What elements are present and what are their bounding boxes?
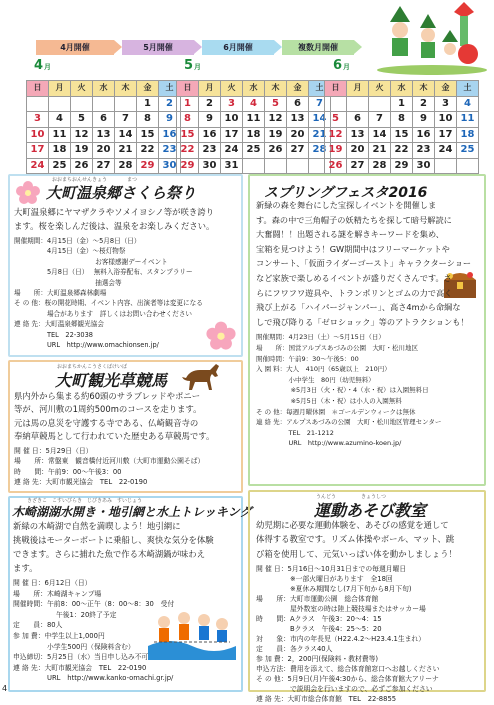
- calendar-day: 17: [221, 127, 243, 143]
- calendar-day: [115, 96, 137, 112]
- weekday-header: 月: [49, 81, 71, 97]
- exercise-title-ruby: うんどう きょうしつ: [316, 494, 387, 500]
- calendar-day: 30: [199, 158, 221, 174]
- calendar-day: 26: [265, 143, 287, 159]
- description-line: しで飛び降りる「ゼロショック」等のアトラクションも！: [256, 316, 469, 327]
- detail-line: 開 催 日：5月29日（日）: [14, 446, 93, 455]
- detail-line: で説明会を行いますので、必ずご参加ください: [256, 685, 433, 694]
- calendar-day: 25: [457, 143, 479, 159]
- detail-line: 参 加 費：2，200円(保険料・教材費等): [256, 655, 379, 664]
- calendar-day: 18: [49, 143, 71, 159]
- description-line: 大町温泉郷にヤマザクラやソメイヨシノ等が咲き誇り: [14, 207, 214, 217]
- weekday-header: 金: [435, 81, 457, 97]
- calendar-day: 10: [221, 112, 243, 128]
- detail-line: 連 絡 先：大町市総合体育館 TEL 22-8855: [256, 695, 397, 704]
- calendar-day: 27: [93, 158, 115, 174]
- calendar-day: 15: [137, 127, 159, 143]
- calendar-day: 20: [287, 127, 309, 143]
- weekday-header: 火: [221, 81, 243, 97]
- detail-line: ※一部火曜日があります 全18回: [256, 575, 393, 584]
- calendar-day: [49, 96, 71, 112]
- calendar-day: 12: [71, 127, 93, 143]
- calendar-day: 11: [49, 127, 71, 143]
- horse-icon: [180, 362, 224, 392]
- description-line: 飛び上がる「ハイパージャンパー」、高さ4mから命綱な: [256, 302, 461, 313]
- description-line: など家族で楽しめるイベントが盛りだくさんです。さ: [256, 273, 452, 283]
- calendar-day: 21: [309, 127, 331, 143]
- description-line: ます。: [13, 563, 38, 573]
- calendar-day: [93, 96, 115, 112]
- tab-multi-month: 複数月開催: [282, 40, 354, 55]
- description-line: 体得する教室です。リズム体操やボール、マット、跳: [256, 534, 455, 545]
- calendar-day: 9: [159, 112, 181, 128]
- description-line: 大奮闘！！出題される謎を解きキーワードを集め、: [256, 229, 444, 240]
- description-line: 等が、河川敷の1周約500mのコースを走ります。: [14, 404, 202, 415]
- calendar-day: 23: [413, 143, 435, 159]
- tab-june: 6月開催: [202, 40, 274, 55]
- calendar-day: 5: [71, 112, 93, 128]
- calendar-day: 29: [137, 158, 159, 174]
- weekday-header: 水: [391, 81, 413, 97]
- calendar-day: 11: [243, 112, 265, 128]
- calendar-day: 4: [243, 96, 265, 112]
- calendar-day: 17: [27, 143, 49, 159]
- detail-line: ※夏休み期間なし(7月下旬から8月下旬): [256, 585, 412, 594]
- detail-line: 開催時間：午前9：30～午後5：00: [256, 354, 359, 363]
- calendar-day: 13: [347, 127, 369, 143]
- calendar-day: [457, 158, 479, 174]
- detail-line: 定 員：80人: [13, 621, 63, 630]
- may-calendar: [176, 80, 331, 174]
- weekday-header: 火: [369, 81, 391, 97]
- calendar-day: [265, 158, 287, 174]
- calendar-day: 10: [435, 112, 457, 128]
- detail-line: 抽選会等: [14, 278, 122, 287]
- weekday-header: 火: [71, 81, 93, 97]
- calendar-day: 21: [115, 143, 137, 159]
- calendar-day: 22: [137, 143, 159, 159]
- url-link[interactable]: URL http://www.azumino-koen.jp/: [256, 439, 402, 448]
- calendar-day: 6: [93, 112, 115, 128]
- calendar-day: [243, 158, 265, 174]
- calendar-day: 8: [391, 112, 413, 128]
- description-line: 奉納草競馬として行われていた歴史ある草競馬です。: [14, 431, 215, 442]
- description-line: び箱を使用して、元気いっぱい体を動かしましょう！: [256, 548, 457, 559]
- calendar-day: 9: [199, 112, 221, 128]
- detail-line: 連 絡 先：大町市観光協会 TEL 22-0190: [13, 663, 147, 672]
- april-heading: 4月: [34, 58, 52, 73]
- calendar-day: 24: [27, 158, 49, 174]
- detail-line: 屋外数室の時は陸上競技場またはサッカー場: [256, 605, 426, 614]
- calendar-day: 9: [413, 112, 435, 128]
- calendar-day: [287, 158, 309, 174]
- calendar-day: 14: [115, 127, 137, 143]
- detail-line: 開催期間：4月23日（土）～5月15日（日）: [256, 333, 385, 342]
- calendar-day: 27: [287, 143, 309, 159]
- calendar-day: 16: [159, 127, 181, 143]
- description-line: コンサート、「仮面ライダーゴースト」キャラクターショー: [256, 258, 472, 269]
- tab-april: 4月開催: [36, 40, 114, 55]
- description-line: す。森の中で三角帽子の妖精たちを探して暗号解読に: [256, 214, 452, 225]
- weekday-header: 土: [159, 81, 181, 97]
- detail-line: ※5月3日（火・祝）・4（水・祝）は入園無料日: [256, 386, 429, 395]
- detail-line: 参 加 費：中学生以上1,000円: [13, 632, 105, 640]
- description-line: らにフワフワ遊具や、トランポリンとゴムの力で高く: [256, 287, 453, 298]
- calendar-day: 8: [137, 112, 159, 128]
- weekday-header: 水: [93, 81, 115, 97]
- detail-line: 入 園 料：大人 410円（65歳以上 210円）: [256, 365, 391, 374]
- calendar-day: 28: [115, 158, 137, 174]
- calendar-day: 1: [177, 96, 199, 112]
- calendar-day: [435, 158, 457, 174]
- detail-line: 時 間：Aクラス 午後3：20～4：15: [256, 615, 382, 624]
- calendar-day: 30: [413, 158, 435, 174]
- detail-line: ※5月5日（木・祝）は小人の入園無料: [256, 397, 402, 405]
- calendar-day: 23: [199, 143, 221, 159]
- detail-line: 小中学生 80円（幼児無料）: [256, 375, 375, 384]
- weekday-header: 木: [115, 81, 137, 97]
- detail-line: 場 所：常盤東 観音橋付近河川敷（大町市運動公園そば）: [14, 457, 205, 466]
- detail-line: 時 間：午前9：00～午後3：00: [14, 467, 122, 476]
- detail-line: 定 員：各クラス40人: [256, 645, 333, 654]
- description-line: 県内外から集まる約60頭のサラブレッドやポニー: [14, 391, 201, 401]
- may-heading: 5月: [184, 58, 202, 73]
- detail-line: 申込締切：5月25日（水）当日申し込み不可: [13, 653, 149, 662]
- calendar-day: 4: [49, 112, 71, 128]
- detail-line: 開催期間：4月15日（金）～5月8日（日）: [14, 237, 141, 245]
- detail-line: Bクラス 午後4：25～5：20: [256, 625, 382, 634]
- calendar-day: 3: [27, 112, 49, 128]
- description-line: 幼児期に必要な運動体験を、あそびの感覚を通して: [256, 520, 449, 530]
- calendar-day: 16: [413, 127, 435, 143]
- fishing-net-illustration: [148, 604, 236, 660]
- description-line: 宝箱を見つけよう！GW期間中はフリーマーケットや: [256, 243, 450, 254]
- detail-line: 連 絡 先：アルプスあづみの公園 大町・松川地区管理センター: [256, 418, 442, 427]
- calendar-day: 30: [159, 158, 181, 174]
- calendar-day: 23: [159, 143, 181, 159]
- calendar-day: 6: [347, 112, 369, 128]
- calendar-day: 24: [435, 143, 457, 159]
- detail-line: そ の 他：5月9日(月)午後4:30から、総合体育館大アリーナ: [256, 675, 439, 684]
- calendar-day: 12: [265, 112, 287, 128]
- calendar-day: 7: [309, 96, 331, 112]
- kizaki-lake-title: 木崎湖湖水開き・地引網と水上トレッキング: [12, 505, 252, 519]
- detail-line: 連 絡 先：大町温泉郷観光協会: [14, 320, 104, 329]
- tab-may: 5月開催: [122, 40, 194, 55]
- calendar-day: 19: [71, 143, 93, 159]
- calendar-day: 11: [457, 112, 479, 128]
- calendar-day: [347, 96, 369, 112]
- weekday-header: 金: [287, 81, 309, 97]
- weekday-header: 月: [347, 81, 369, 97]
- calendar-day: 1: [137, 96, 159, 112]
- calendar-day: 7: [115, 112, 137, 128]
- weekday-header: 日: [177, 81, 199, 97]
- detail-line: 対 象：市内の年長児（H22.4.2～H23.4.1生まれ）: [256, 635, 426, 644]
- calendar-day: 1: [391, 96, 413, 112]
- exercise-class-title: 運動あそび教室: [314, 501, 427, 520]
- calendar-day: [369, 96, 391, 112]
- detail-line: 連 絡 先：大町市観光協会 TEL 22-0190: [14, 478, 148, 487]
- calendar-day: 7: [369, 112, 391, 128]
- calendar-day: 27: [347, 158, 369, 174]
- calendar-day: 14: [309, 112, 331, 128]
- calendar-day: 13: [93, 127, 115, 143]
- detail-line: 場 所：大町市運動公園 総合体育館: [256, 595, 379, 604]
- calendar-day: 15: [391, 127, 413, 143]
- detail-line: 4月15日（金）～桜灯物祭: [14, 247, 126, 256]
- description-line: 挑戦後はモーターボートに乗船し、爽快な気分を体験: [13, 535, 214, 545]
- calendar-day: 22: [177, 143, 199, 159]
- calendar-day: 13: [287, 112, 309, 128]
- calendar-day: 18: [457, 127, 479, 143]
- cherry-blossom-icon: [204, 318, 238, 352]
- detail-line: 場合があります 詳しくはお問い合わせください: [14, 309, 193, 318]
- calendar-day: 12: [325, 127, 347, 143]
- calendar-day: 26: [71, 158, 93, 174]
- calendar-day: 21: [369, 143, 391, 159]
- detail-line: 申込方法：費用を添えて、総合体育館窓口へお越しください: [256, 665, 440, 674]
- detail-line: 開 催 日：6月12日（日）: [13, 579, 92, 587]
- calendar-day: 19: [325, 143, 347, 159]
- detail-line: そ の 他：毎週月曜休園 ＊ゴールデンウィークは無休: [256, 407, 416, 416]
- detail-line: 小学生500円（保険料含む）: [13, 642, 135, 651]
- calendar-day: 28: [309, 143, 331, 159]
- detail-line: 開 催 日：5月16日～10月31日までの毎週月曜日: [256, 565, 407, 574]
- calendar-day: 24: [221, 143, 243, 159]
- calendar-day: 29: [177, 158, 199, 174]
- calendar-day: 10: [27, 127, 49, 143]
- calendar-day: 2: [199, 96, 221, 112]
- detail-line: 場 所：木崎湖キャンプ場: [13, 589, 102, 598]
- sakura-title-ruby: おおまちおんせんきょう まつ: [52, 177, 138, 183]
- fairies-illustration: [372, 2, 492, 76]
- detail-line: 5月8日（日） 無料入浴券配布、スタンプラリー: [14, 268, 193, 277]
- calendar-day: 14: [369, 127, 391, 143]
- calendar-day: 5: [325, 112, 347, 128]
- description-line: 新緑の森を舞台にした宝探しイベントを開催しま: [256, 200, 437, 210]
- calendar-day: 15: [177, 127, 199, 143]
- description-line: できます。さらに捕れた魚で作る木崎湖鍋が味わえ: [13, 549, 205, 559]
- weekday-header: 木: [265, 81, 287, 97]
- detail-line: 開催時間：午前8：00～正午（8：00～8：30 受付: [13, 600, 175, 609]
- weekday-header: 月: [199, 81, 221, 97]
- calendar-day: 16: [199, 127, 221, 143]
- weekday-header: 水: [243, 81, 265, 97]
- calendar-day: [71, 96, 93, 112]
- horse-race-title-ruby: おおまちかんこうさくばけいば: [57, 364, 128, 370]
- calendar-day: 18: [243, 127, 265, 143]
- calendar-day: 28: [369, 158, 391, 174]
- calendar-day: 25: [243, 143, 265, 159]
- calendar-day: 26: [325, 158, 347, 174]
- june-heading: 6月: [333, 58, 351, 73]
- weekday-header: 金: [137, 81, 159, 97]
- calendar-day: 3: [435, 96, 457, 112]
- detail-line: そ の 他：桜の開花時期、イベント内容、出演者等は変更になる: [14, 299, 203, 308]
- horse-race-title: 大町観光草競馬: [55, 371, 168, 390]
- calendar-day: 2: [159, 96, 181, 112]
- calendar-day: 25: [49, 158, 71, 174]
- calendar-day: [27, 96, 49, 112]
- calendar-day: [325, 96, 347, 112]
- detail-line: 午後1：20終了予定: [13, 610, 117, 619]
- spring-festa-title: スプリングフェスタ2016: [264, 185, 428, 201]
- cherry-blossom-icon: [14, 180, 42, 204]
- page-number: 4: [2, 684, 8, 693]
- detail-line: お客様感謝デーイベント: [14, 257, 168, 266]
- weekday-header: 土: [457, 81, 479, 97]
- calendar-day: 4: [457, 96, 479, 112]
- detail-line: 場 所：大町温泉郷森林劇場: [14, 289, 107, 297]
- calendar-day: 22: [391, 143, 413, 159]
- weekday-header: 日: [27, 81, 49, 97]
- weekday-header: 日: [325, 81, 347, 97]
- description-line: 新緑の木崎湖で自然を満喫しよう！地引網に: [13, 521, 181, 531]
- detail-line: TEL 22-3038: [14, 330, 93, 339]
- weekday-header: 木: [413, 81, 435, 97]
- calendar-day: 3: [221, 96, 243, 112]
- calendar-day: 17: [435, 127, 457, 143]
- detail-line: TEL 21-1212: [256, 428, 334, 437]
- description-line: 元は馬の息災を守護する寺である、仏崎観音寺の: [14, 417, 199, 428]
- calendar-day: 20: [93, 143, 115, 159]
- weekday-header: 土: [309, 81, 331, 97]
- calendar-day: 8: [177, 112, 199, 128]
- calendar-day: 2: [413, 96, 435, 112]
- kizaki-title-ruby: きざきこ こすいびらき じびきあみ すいじょう: [27, 498, 143, 504]
- detail-line: 場 所：国営アルプスあづみの公園 大町・松川地区: [256, 344, 418, 352]
- calendar-day: 19: [265, 127, 287, 143]
- calendar-day: 31: [221, 158, 243, 174]
- calendar-day: 20: [347, 143, 369, 159]
- april-calendar: [26, 80, 181, 174]
- calendar-day: 5: [265, 96, 287, 112]
- url-link[interactable]: URL http://www.omachionsen.jp/: [14, 341, 159, 349]
- june-calendar: [324, 80, 479, 174]
- url-link[interactable]: URL http://www.kanko-omachi.gr.jp/: [13, 674, 174, 683]
- calendar-day: 29: [391, 158, 413, 174]
- calendar-day: 6: [287, 96, 309, 112]
- sakura-festival-title: 大町温泉郷さくら祭り: [46, 184, 197, 202]
- description-line: ます。桜を楽しんだ後は、温泉をお楽しみください。: [14, 221, 215, 231]
